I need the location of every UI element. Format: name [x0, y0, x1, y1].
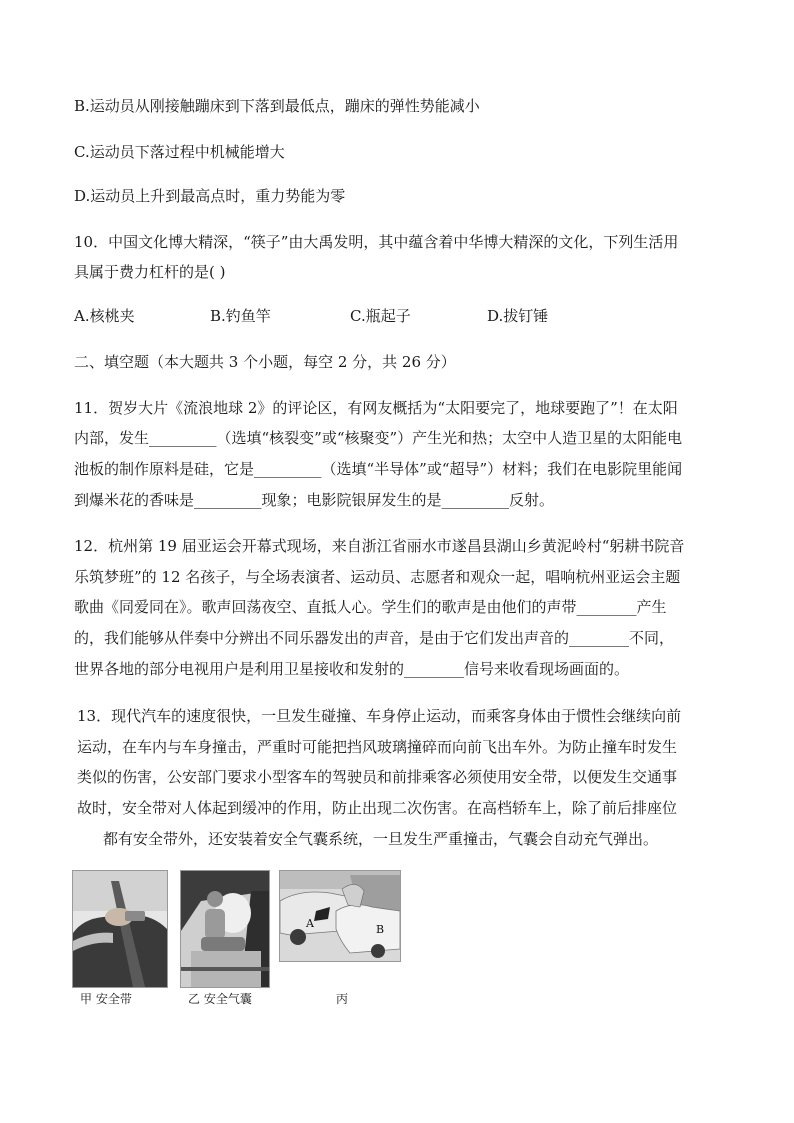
caption-collision: 丙 — [336, 992, 349, 1006]
q11-line1: 11．贺岁大片《流浪地球 2》的评论区，有网友概括为“太阳要完了，地球要跑了”！在太阳 — [74, 399, 678, 417]
q11-line2: 内部，发生_________（选填“核裂变”或“核聚变”）产生光和热；太空中人造卫星的太阳能电 — [74, 429, 683, 447]
q13-line5: 都有安全带外，还安装着安全气囊系统，一旦发生严重撞击，气囊会自动充气弹出。 — [103, 830, 659, 848]
car-label-a: A — [306, 917, 314, 930]
q12-line5: 世界各地的部分电视用户是利用卫星接收和发射的________信号来收看现场画面的。 — [74, 660, 630, 678]
q10-option-a: A.核桃夹 — [74, 307, 135, 325]
caption-airbag: 乙 安全气囊 — [188, 992, 252, 1006]
seatbelt-photo — [72, 870, 168, 988]
q9-option-d: D.运动员上升到最高点时，重力势能为零 — [74, 187, 346, 205]
q10-option-d: D.拔钉锤 — [487, 307, 549, 325]
q11-line3: 池板的制作原料是硅，它是_________（选填“半导体”或“超导”）材料；我们在电影院里能闻 — [74, 460, 683, 478]
section-heading: 二、填空题（本大题共 3 个小题，每空 2 分，共 26 分） — [74, 353, 456, 371]
caption-seatbelt: 甲 安全带 — [80, 992, 132, 1006]
q13-line3: 类似的伤害，公安部门要求小型客车的驾驶员和前排乘客必须使用安全带，以便发生交通事 — [77, 768, 678, 786]
car-collision-photo — [279, 870, 401, 962]
q12-line4: 的，我们能够从伴奏中分辨出不同乐器发出的声音，是由于它们发出声音的________不同， — [74, 629, 675, 647]
q13-line2: 运动，在车内与车身撞击，严重时可能把挡风玻璃撞碎而向前飞出车外。为防止撞车时发生 — [77, 738, 678, 756]
q10-stem-line1: 10．中国文化博大精深，“筷子”由大禹发明，其中蕴含着中华博大精深的文化，下列生活用 — [74, 233, 679, 251]
q12-line3: 歌曲《同爱同在》。歌声回荡夜空、直抵人心。学生们的歌声是由他们的声带________产生 — [74, 598, 667, 616]
q12-line1: 12．杭州第 19 届亚运会开幕式现场，来自浙江省丽水市遂昌县湖山乡黄泥岭村“躬耕书院音 — [74, 537, 685, 555]
q9-option-c: C.运动员下落过程中机械能增大 — [74, 143, 285, 161]
q13-line1: 13．现代汽车的速度很快，一旦发生碰撞、车身停止运动，而乘客身体由于惯性会继续向前 — [77, 707, 682, 725]
q10-stem-line2: 具属于费力杠杆的是( ) — [74, 263, 226, 281]
q12-line2: 乐筑梦班”的 12 名孩子，与全场表演者、运动员、志愿者和观众一起，唱响杭州亚运会主题 — [74, 568, 681, 586]
q9-option-b: B.运动员从刚接触蹦床到下落到最低点，蹦床的弹性势能减小 — [74, 97, 480, 115]
q10-option-c: C.瓶起子 — [350, 307, 411, 325]
car-label-b: B — [376, 923, 385, 936]
airbag-photo — [180, 870, 270, 988]
q10-option-b: B.钓鱼竿 — [210, 307, 271, 325]
q11-line4: 到爆米花的香味是_________现象；电影院银屏发生的是_________反射。 — [74, 491, 555, 509]
q13-line4: 故时，安全带对人体起到缓冲的作用，防止出现二次伤害。在高档轿车上，除了前后排座位 — [77, 799, 678, 817]
